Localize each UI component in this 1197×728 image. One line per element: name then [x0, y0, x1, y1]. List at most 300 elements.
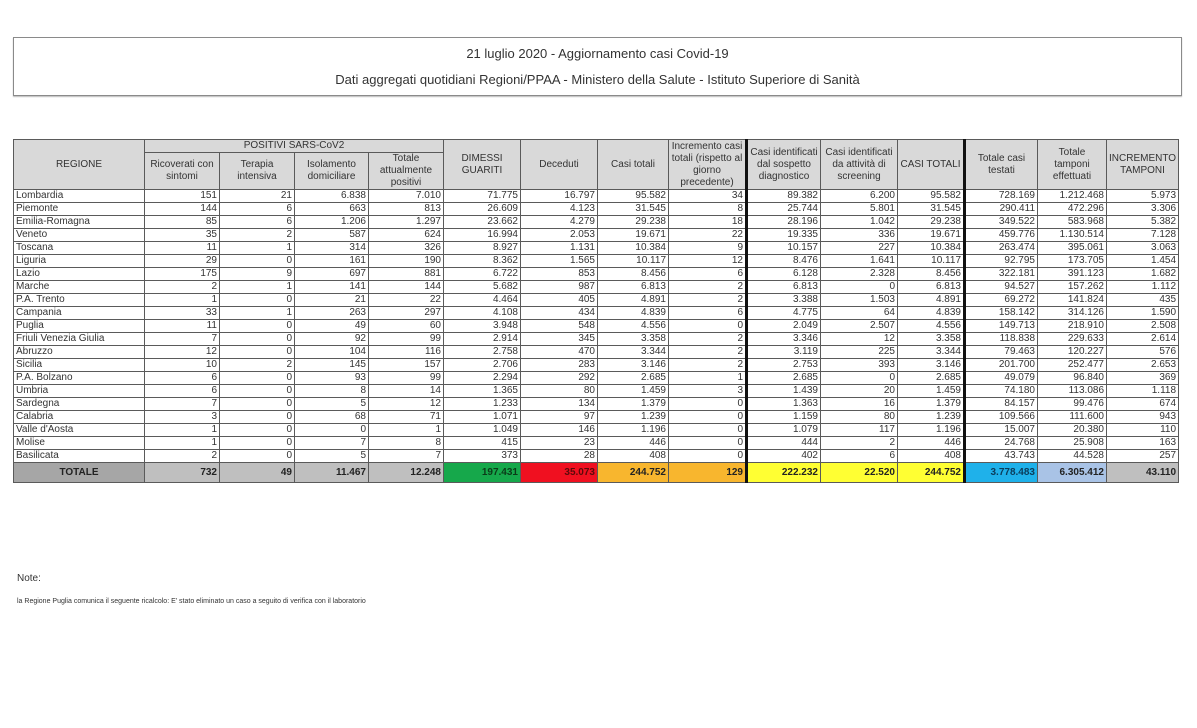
value-cell: 1 — [220, 281, 295, 294]
value-cell: 69.272 — [965, 294, 1038, 307]
value-cell: 257 — [1107, 450, 1179, 463]
value-cell: 434 — [521, 307, 598, 320]
value-cell: 6 — [220, 216, 295, 229]
value-cell: 3.306 — [1107, 203, 1179, 216]
region-name-cell: Abruzzo — [14, 346, 145, 359]
value-cell: 22 — [369, 294, 444, 307]
value-cell: 314 — [295, 242, 369, 255]
value-cell: 470 — [521, 346, 598, 359]
value-cell: 1.042 — [821, 216, 898, 229]
value-cell: 345 — [521, 333, 598, 346]
value-cell: 2.053 — [521, 229, 598, 242]
value-cell: 4.839 — [898, 307, 965, 320]
value-cell: 0 — [220, 398, 295, 411]
value-cell: 0 — [220, 411, 295, 424]
value-cell: 5.973 — [1107, 190, 1179, 203]
value-cell: 1.590 — [1107, 307, 1179, 320]
total-value-cell: 35.073 — [521, 463, 598, 483]
value-cell: 0 — [220, 294, 295, 307]
value-cell: 111.600 — [1038, 411, 1107, 424]
col-header-incremento-casi: Incremento casi totali (rispetto al giorno precedente) — [669, 140, 747, 190]
value-cell: 12 — [369, 398, 444, 411]
value-cell: 252.477 — [1038, 359, 1107, 372]
value-cell: 21 — [295, 294, 369, 307]
value-cell: 1 — [145, 424, 220, 437]
value-cell: 6 — [145, 372, 220, 385]
value-cell: 8.927 — [444, 242, 521, 255]
value-cell: 134 — [521, 398, 598, 411]
value-cell: 1.071 — [444, 411, 521, 424]
value-cell: 548 — [521, 320, 598, 333]
value-cell: 173.705 — [1038, 255, 1107, 268]
col-header-tamponi-effettuati: Totale tamponi effettuati — [1038, 140, 1107, 190]
group-header-positivi: POSITIVI SARS-CoV2 — [145, 140, 444, 153]
value-cell: 97 — [521, 411, 598, 424]
col-header-totale-positivi: Totale attualmente positivi — [369, 153, 444, 190]
col-header-ricoverati: Ricoverati con sintomi — [145, 153, 220, 190]
value-cell: 472.296 — [1038, 203, 1107, 216]
total-value-cell: 43.110 — [1107, 463, 1179, 483]
value-cell: 2 — [821, 437, 898, 450]
value-cell: 4.775 — [747, 307, 821, 320]
region-name-cell: Veneto — [14, 229, 145, 242]
total-value-cell: 244.752 — [598, 463, 669, 483]
table-row — [14, 320, 1179, 333]
value-cell: 8 — [295, 385, 369, 398]
value-cell: 218.910 — [1038, 320, 1107, 333]
value-cell: 2 — [145, 281, 220, 294]
value-cell: 408 — [598, 450, 669, 463]
value-cell: 71 — [369, 411, 444, 424]
value-cell: 4.464 — [444, 294, 521, 307]
value-cell: 71.775 — [444, 190, 521, 203]
value-cell: 1.459 — [898, 385, 965, 398]
table-row — [14, 190, 1179, 203]
value-cell: 405 — [521, 294, 598, 307]
col-header-dimessi-guariti: DIMESSI GUARITI — [444, 140, 521, 190]
value-cell: 0 — [220, 385, 295, 398]
table-row — [14, 450, 1179, 463]
table-row — [14, 411, 1179, 424]
region-name-cell: Valle d'Aosta — [14, 424, 145, 437]
value-cell: 144 — [145, 203, 220, 216]
value-cell: 15.007 — [965, 424, 1038, 437]
region-name-cell: Toscana — [14, 242, 145, 255]
value-cell: 110 — [1107, 424, 1179, 437]
value-cell: 2 — [669, 333, 747, 346]
value-cell: 8.456 — [898, 268, 965, 281]
region-name-cell: Sicilia — [14, 359, 145, 372]
value-cell: 728.169 — [965, 190, 1038, 203]
value-cell: 31.545 — [598, 203, 669, 216]
value-cell: 663 — [295, 203, 369, 216]
value-cell: 33 — [145, 307, 220, 320]
total-value-cell: 11.467 — [295, 463, 369, 483]
value-cell: 1 — [145, 437, 220, 450]
value-cell: 20.380 — [1038, 424, 1107, 437]
value-cell: 3.344 — [898, 346, 965, 359]
value-cell: 8.456 — [598, 268, 669, 281]
col-header-casi-testati: Totale casi testati — [965, 140, 1038, 190]
table-row — [14, 203, 1179, 216]
value-cell: 29.238 — [898, 216, 965, 229]
value-cell: 459.776 — [965, 229, 1038, 242]
total-value-cell: 49 — [220, 463, 295, 483]
value-cell: 3.344 — [598, 346, 669, 359]
value-cell: 93 — [295, 372, 369, 385]
value-cell: 674 — [1107, 398, 1179, 411]
value-cell: 8 — [669, 203, 747, 216]
value-cell: 157 — [369, 359, 444, 372]
value-cell: 31.545 — [898, 203, 965, 216]
value-cell: 44.528 — [1038, 450, 1107, 463]
value-cell: 0 — [220, 372, 295, 385]
value-cell: 813 — [369, 203, 444, 216]
value-cell: 1.079 — [747, 424, 821, 437]
value-cell: 1.196 — [598, 424, 669, 437]
table-body — [14, 190, 1179, 483]
value-cell: 2.049 — [747, 320, 821, 333]
value-cell: 49 — [295, 320, 369, 333]
total-value-cell: 129 — [669, 463, 747, 483]
value-cell: 158.142 — [965, 307, 1038, 320]
value-cell: 1.239 — [598, 411, 669, 424]
value-cell: 290.411 — [965, 203, 1038, 216]
value-cell: 113.086 — [1038, 385, 1107, 398]
value-cell: 624 — [369, 229, 444, 242]
table-row — [14, 385, 1179, 398]
value-cell: 104 — [295, 346, 369, 359]
value-cell: 4.891 — [898, 294, 965, 307]
value-cell: 14 — [369, 385, 444, 398]
col-header-casi-totali-2: CASI TOTALI — [898, 140, 965, 190]
value-cell: 0 — [295, 424, 369, 437]
value-cell: 92 — [295, 333, 369, 346]
value-cell: 1.565 — [521, 255, 598, 268]
region-name-cell: P.A. Trento — [14, 294, 145, 307]
value-cell: 402 — [747, 450, 821, 463]
value-cell: 28 — [521, 450, 598, 463]
value-cell: 0 — [220, 424, 295, 437]
total-value-cell: 222.232 — [747, 463, 821, 483]
value-cell: 395.061 — [1038, 242, 1107, 255]
value-cell: 283 — [521, 359, 598, 372]
value-cell: 1.459 — [598, 385, 669, 398]
value-cell: 4.123 — [521, 203, 598, 216]
value-cell: 2.685 — [598, 372, 669, 385]
value-cell: 6.813 — [747, 281, 821, 294]
value-cell: 1.379 — [598, 398, 669, 411]
value-cell: 583.968 — [1038, 216, 1107, 229]
value-cell: 3 — [145, 411, 220, 424]
value-cell: 16.797 — [521, 190, 598, 203]
value-cell: 2.685 — [898, 372, 965, 385]
value-cell: 94.527 — [965, 281, 1038, 294]
table-row — [14, 294, 1179, 307]
value-cell: 4.279 — [521, 216, 598, 229]
region-name-cell: Basilicata — [14, 450, 145, 463]
value-cell: 23.662 — [444, 216, 521, 229]
value-cell: 21 — [220, 190, 295, 203]
value-cell: 11 — [145, 320, 220, 333]
value-cell: 576 — [1107, 346, 1179, 359]
value-cell: 68 — [295, 411, 369, 424]
region-name-cell: Friuli Venezia Giulia — [14, 333, 145, 346]
table-row — [14, 346, 1179, 359]
value-cell: 7 — [145, 333, 220, 346]
value-cell: 373 — [444, 450, 521, 463]
value-cell: 1.112 — [1107, 281, 1179, 294]
total-value-cell: 6.305.412 — [1038, 463, 1107, 483]
value-cell: 263.474 — [965, 242, 1038, 255]
value-cell: 80 — [521, 385, 598, 398]
col-header-terapia-intensiva: Terapia intensiva — [220, 153, 295, 190]
value-cell: 2 — [145, 450, 220, 463]
value-cell: 446 — [898, 437, 965, 450]
col-header-regione: REGIONE — [14, 140, 145, 190]
value-cell: 391.123 — [1038, 268, 1107, 281]
value-cell: 19.671 — [898, 229, 965, 242]
value-cell: 336 — [821, 229, 898, 242]
value-cell: 6.200 — [821, 190, 898, 203]
value-cell: 95.582 — [898, 190, 965, 203]
total-row — [14, 463, 1179, 483]
total-value-cell: 22.520 — [821, 463, 898, 483]
region-name-cell: Calabria — [14, 411, 145, 424]
col-header-casi-totali: Casi totali — [598, 140, 669, 190]
value-cell: 29.238 — [598, 216, 669, 229]
value-cell: 1.365 — [444, 385, 521, 398]
value-cell: 408 — [898, 450, 965, 463]
value-cell: 96.840 — [1038, 372, 1107, 385]
value-cell: 161 — [295, 255, 369, 268]
col-header-sospetto-diagnostico: Casi identificati dal sospetto diagnostico — [747, 140, 821, 190]
value-cell: 6.722 — [444, 268, 521, 281]
value-cell: 1.379 — [898, 398, 965, 411]
table-row — [14, 307, 1179, 320]
value-cell: 149.713 — [965, 320, 1038, 333]
value-cell: 0 — [821, 281, 898, 294]
region-name-cell: Marche — [14, 281, 145, 294]
value-cell: 322.181 — [965, 268, 1038, 281]
value-cell: 0 — [220, 346, 295, 359]
value-cell: 2.294 — [444, 372, 521, 385]
report-title-box — [13, 37, 1182, 96]
value-cell: 6.838 — [295, 190, 369, 203]
value-cell: 145 — [295, 359, 369, 372]
value-cell: 118.838 — [965, 333, 1038, 346]
value-cell: 2.328 — [821, 268, 898, 281]
value-cell: 19.335 — [747, 229, 821, 242]
value-cell: 2.706 — [444, 359, 521, 372]
value-cell: 92.795 — [965, 255, 1038, 268]
value-cell: 4.839 — [598, 307, 669, 320]
value-cell: 7 — [145, 398, 220, 411]
value-cell: 85 — [145, 216, 220, 229]
value-cell: 1.297 — [369, 216, 444, 229]
value-cell: 3.119 — [747, 346, 821, 359]
table-row — [14, 359, 1179, 372]
value-cell: 1.049 — [444, 424, 521, 437]
report-subtitle: Dati aggregati quotidiani Regioni/PPAA - Ministero della Salute - Istituto Superiore di Sanità — [335, 72, 860, 87]
value-cell: 12 — [145, 346, 220, 359]
value-cell: 225 — [821, 346, 898, 359]
value-cell: 853 — [521, 268, 598, 281]
value-cell: 80 — [821, 411, 898, 424]
value-cell: 99 — [369, 372, 444, 385]
value-cell: 7.010 — [369, 190, 444, 203]
value-cell: 109.566 — [965, 411, 1038, 424]
table-row — [14, 424, 1179, 437]
value-cell: 60 — [369, 320, 444, 333]
value-cell: 435 — [1107, 294, 1179, 307]
value-cell: 1.641 — [821, 255, 898, 268]
value-cell: 943 — [1107, 411, 1179, 424]
value-cell: 227 — [821, 242, 898, 255]
total-value-cell: 732 — [145, 463, 220, 483]
value-cell: 7 — [369, 450, 444, 463]
value-cell: 4.891 — [598, 294, 669, 307]
value-cell: 175 — [145, 268, 220, 281]
value-cell: 12 — [669, 255, 747, 268]
value-cell: 35 — [145, 229, 220, 242]
value-cell: 19.671 — [598, 229, 669, 242]
value-cell: 0 — [669, 411, 747, 424]
value-cell: 1.503 — [821, 294, 898, 307]
value-cell: 444 — [747, 437, 821, 450]
value-cell: 10 — [145, 359, 220, 372]
value-cell: 10.157 — [747, 242, 821, 255]
value-cell: 0 — [220, 333, 295, 346]
value-cell: 1 — [220, 307, 295, 320]
value-cell: 9 — [220, 268, 295, 281]
total-value-cell: 3.778.483 — [965, 463, 1038, 483]
value-cell: 2.753 — [747, 359, 821, 372]
value-cell: 12 — [821, 333, 898, 346]
region-name-cell: Lazio — [14, 268, 145, 281]
value-cell: 18 — [669, 216, 747, 229]
value-cell: 3.358 — [598, 333, 669, 346]
table-row — [14, 437, 1179, 450]
value-cell: 144 — [369, 281, 444, 294]
value-cell: 99.476 — [1038, 398, 1107, 411]
value-cell: 297 — [369, 307, 444, 320]
region-name-cell: Lombardia — [14, 190, 145, 203]
value-cell: 1.131 — [521, 242, 598, 255]
value-cell: 6 — [669, 268, 747, 281]
value-cell: 6 — [669, 307, 747, 320]
table-row — [14, 242, 1179, 255]
value-cell: 5 — [295, 450, 369, 463]
value-cell: 2.508 — [1107, 320, 1179, 333]
col-header-screening: Casi identificati da attività di screening — [821, 140, 898, 190]
value-cell: 6 — [821, 450, 898, 463]
region-name-cell: Puglia — [14, 320, 145, 333]
value-cell: 151 — [145, 190, 220, 203]
value-cell: 369 — [1107, 372, 1179, 385]
col-header-incremento-tamponi: INCREMENTO TAMPONI — [1107, 140, 1179, 190]
value-cell: 95.582 — [598, 190, 669, 203]
value-cell: 2 — [669, 294, 747, 307]
value-cell: 0 — [669, 398, 747, 411]
value-cell: 11 — [145, 242, 220, 255]
value-cell: 25.744 — [747, 203, 821, 216]
value-cell: 0 — [220, 437, 295, 450]
value-cell: 20 — [821, 385, 898, 398]
value-cell: 0 — [821, 372, 898, 385]
total-label-cell: TOTALE — [14, 463, 145, 483]
region-name-cell: Liguria — [14, 255, 145, 268]
value-cell: 1.239 — [898, 411, 965, 424]
value-cell: 2 — [669, 281, 747, 294]
table-row — [14, 255, 1179, 268]
value-cell: 24.768 — [965, 437, 1038, 450]
value-cell: 0 — [669, 450, 747, 463]
value-cell: 446 — [598, 437, 669, 450]
value-cell: 349.522 — [965, 216, 1038, 229]
value-cell: 49.079 — [965, 372, 1038, 385]
value-cell: 26.609 — [444, 203, 521, 216]
value-cell: 326 — [369, 242, 444, 255]
value-cell: 3.388 — [747, 294, 821, 307]
value-cell: 3.948 — [444, 320, 521, 333]
value-cell: 415 — [444, 437, 521, 450]
value-cell: 5.801 — [821, 203, 898, 216]
table-row — [14, 333, 1179, 346]
value-cell: 89.382 — [747, 190, 821, 203]
region-name-cell: Umbria — [14, 385, 145, 398]
value-cell: 7 — [295, 437, 369, 450]
value-cell: 10.117 — [598, 255, 669, 268]
value-cell: 7.128 — [1107, 229, 1179, 242]
value-cell: 141 — [295, 281, 369, 294]
value-cell: 3 — [669, 385, 747, 398]
value-cell: 1.159 — [747, 411, 821, 424]
notes-label: Note: — [17, 573, 41, 584]
value-cell: 25.908 — [1038, 437, 1107, 450]
value-cell: 3.063 — [1107, 242, 1179, 255]
value-cell: 157.262 — [1038, 281, 1107, 294]
value-cell: 3.346 — [747, 333, 821, 346]
value-cell: 23 — [521, 437, 598, 450]
region-name-cell: P.A. Bolzano — [14, 372, 145, 385]
value-cell: 8.476 — [747, 255, 821, 268]
region-name-cell: Molise — [14, 437, 145, 450]
value-cell: 1.206 — [295, 216, 369, 229]
value-cell: 190 — [369, 255, 444, 268]
value-cell: 2.507 — [821, 320, 898, 333]
value-cell: 1 — [145, 294, 220, 307]
value-cell: 4.556 — [898, 320, 965, 333]
value-cell: 2.758 — [444, 346, 521, 359]
value-cell: 64 — [821, 307, 898, 320]
value-cell: 99 — [369, 333, 444, 346]
value-cell: 9 — [669, 242, 747, 255]
region-name-cell: Campania — [14, 307, 145, 320]
value-cell: 2.614 — [1107, 333, 1179, 346]
region-name-cell: Sardegna — [14, 398, 145, 411]
region-name-cell: Piemonte — [14, 203, 145, 216]
table-row — [14, 372, 1179, 385]
value-cell: 8.362 — [444, 255, 521, 268]
region-name-cell: Emilia-Romagna — [14, 216, 145, 229]
value-cell: 2 — [669, 346, 747, 359]
value-cell: 146 — [521, 424, 598, 437]
value-cell: 1 — [369, 424, 444, 437]
value-cell: 29 — [145, 255, 220, 268]
value-cell: 0 — [220, 320, 295, 333]
value-cell: 34 — [669, 190, 747, 203]
